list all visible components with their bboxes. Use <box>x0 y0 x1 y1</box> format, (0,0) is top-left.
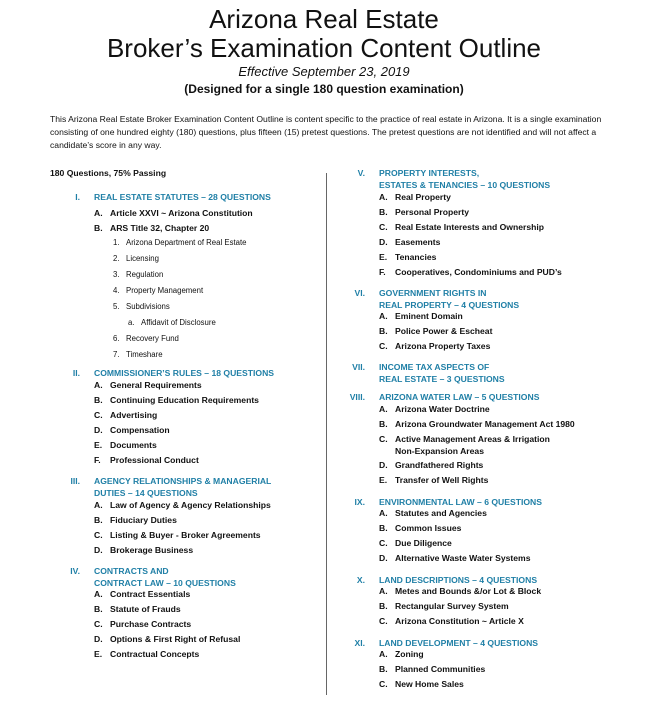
section-number: IX. <box>354 497 365 507</box>
subitem-text: Arizona Department of Real Estate <box>126 238 247 247</box>
item-text: Options & First Right of Refusal <box>110 634 241 644</box>
item-text: Professional Conduct <box>110 455 199 465</box>
item-letter: A. <box>379 508 388 518</box>
item-text: Rectangular Survey System <box>395 601 509 611</box>
item-text: Law of Agency & Agency Relationships <box>110 500 271 510</box>
item-text: Active Management Areas & Irrigation <box>395 434 550 444</box>
title-line-1: Arizona Real Estate <box>209 4 439 34</box>
item-text: Due Diligence <box>395 538 452 548</box>
section-number: I. <box>75 192 80 202</box>
effective-date: Effective September 23, 2019 <box>238 64 410 79</box>
section-number: VI. <box>354 288 365 298</box>
section-heading: CONTRACTS AND <box>94 566 169 576</box>
item-letter: C. <box>379 341 388 351</box>
item-text: Arizona Constitution ~ Article X <box>395 616 524 626</box>
section-number: XI. <box>354 638 365 648</box>
subitem-text: Timeshare <box>126 350 163 359</box>
item-letter: F. <box>94 455 101 465</box>
item-letter: E. <box>94 440 103 450</box>
item-letter: E. <box>94 649 103 659</box>
item-text: Arizona Water Doctrine <box>395 404 490 414</box>
item-text: Cooperatives, Condominiums and PUD’s <box>395 267 562 277</box>
item-text: Documents <box>110 440 157 450</box>
item-letter: B. <box>379 523 388 533</box>
item-letter: B. <box>94 223 103 233</box>
section-heading-cont: REAL PROPERTY – 4 QUESTIONS <box>379 300 520 310</box>
item-letter: C. <box>94 619 103 629</box>
item-letter: D. <box>379 553 388 563</box>
item-text: Grandfathered Rights <box>395 460 484 470</box>
subitem-number: 2. <box>113 254 120 263</box>
item-text: Purchase Contracts <box>110 619 192 629</box>
section-heading: LAND DESCRIPTIONS – 4 QUESTIONS <box>379 575 538 585</box>
section-heading-cont: CONTRACT LAW – 10 QUESTIONS <box>94 578 236 588</box>
item-letter: A. <box>379 404 388 414</box>
item-text: Compensation <box>110 425 170 435</box>
item-letter: B. <box>94 395 103 405</box>
item-letter: B. <box>379 207 388 217</box>
item-letter: C. <box>379 538 388 548</box>
section-number: VIII. <box>349 392 365 402</box>
item-text: New Home Sales <box>395 679 464 689</box>
intro-paragraph: This Arizona Real Estate Broker Examination Content Outline is content specific to the practice of real estate in Arizona. It is a single examination consisting of one hundred eighty (180) questions, plus fifteen (15) pretest questions. The pretest questions are not identified and will not affect a candidate’s score in any way. <box>50 114 602 150</box>
subitem-text: Property Management <box>126 286 204 295</box>
section-heading-cont: ESTATES & TENANCIES – 10 QUESTIONS <box>379 180 551 190</box>
item-letter: D. <box>94 545 103 555</box>
item-letter: C. <box>379 434 388 444</box>
item-text: Arizona Property Taxes <box>395 341 491 351</box>
item-letter: F. <box>379 267 386 277</box>
subitem-number: 5. <box>113 302 120 311</box>
item-letter: A. <box>379 649 388 659</box>
item-text: Alternative Waste Water Systems <box>395 553 531 563</box>
item-letter: C. <box>379 222 388 232</box>
subitem-number: 3. <box>113 270 120 279</box>
subitem-number: 6. <box>113 334 120 343</box>
subitem-text: Recovery Fund <box>126 334 179 343</box>
section-heading: GOVERNMENT RIGHTS IN <box>379 288 487 298</box>
subitem-number: 1. <box>113 238 120 247</box>
subitem-text: Affidavit of Disclosure <box>141 318 216 327</box>
item-letter: B. <box>94 604 103 614</box>
item-letter: B. <box>379 326 388 336</box>
section-number: III. <box>70 476 80 486</box>
section-number: II. <box>72 368 80 378</box>
item-text: ARS Title 32, Chapter 20 <box>110 223 210 233</box>
item-letter: A. <box>94 500 103 510</box>
item-letter: B. <box>94 515 103 525</box>
section-heading-cont: DUTIES – 14 QUESTIONS <box>94 488 198 498</box>
item-letter: C. <box>379 616 388 626</box>
item-text: Transfer of Well Rights <box>395 475 489 485</box>
item-letter: D. <box>94 425 103 435</box>
section-number: X. <box>356 575 365 585</box>
section-number: IV. <box>70 566 80 576</box>
item-text: Common Issues <box>395 523 462 533</box>
item-text: Police Power & Escheat <box>395 326 493 336</box>
item-text: Real Estate Interests and Ownership <box>395 222 545 232</box>
item-letter: A. <box>94 380 103 390</box>
item-text: Brokerage Business <box>110 545 194 555</box>
subitem-number: a. <box>128 318 135 327</box>
section-heading: LAND DEVELOPMENT – 4 QUESTIONS <box>379 638 539 648</box>
subitem-number: 7. <box>113 350 120 359</box>
subitem-text: Regulation <box>126 270 164 279</box>
item-letter: E. <box>379 475 388 485</box>
item-letter: D. <box>379 237 388 247</box>
title-line-2: Broker’s Examination Content Outline <box>106 33 542 63</box>
item-text: Arizona Groundwater Management Act 1980 <box>395 419 575 429</box>
item-text: Planned Communities <box>395 664 486 674</box>
item-letter: B. <box>379 664 388 674</box>
section-heading: PROPERTY INTERESTS, <box>379 168 480 178</box>
item-text: Advertising <box>110 410 158 420</box>
item-letter: A. <box>379 586 388 596</box>
item-text-cont: Non-Expansion Areas <box>395 446 484 456</box>
section-heading: ENVIRONMENTAL LAW – 6 QUESTIONS <box>379 497 542 507</box>
item-text: Metes and Bounds &/or Lot & Block <box>395 586 542 596</box>
column-divider <box>326 173 327 695</box>
subitem-text: Subdivisions <box>126 302 170 311</box>
section-heading: ARIZONA WATER LAW – 5 QUESTIONS <box>379 392 540 402</box>
item-text: Listing & Buyer - Broker Agreements <box>110 530 261 540</box>
section-number: V. <box>357 168 365 178</box>
item-text: Statute of Frauds <box>110 604 181 614</box>
section-heading: INCOME TAX ASPECTS OF <box>379 362 490 372</box>
item-text: Statutes and Agencies <box>395 508 487 518</box>
item-text: Article XXVI ~ Arizona Constitution <box>110 208 253 218</box>
item-letter: D. <box>379 460 388 470</box>
item-letter: A. <box>379 311 388 321</box>
item-letter: E. <box>379 252 388 262</box>
item-letter: C. <box>94 410 103 420</box>
item-text: Real Property <box>395 192 451 202</box>
subitem-text: Licensing <box>126 254 159 263</box>
item-letter: A. <box>94 208 103 218</box>
item-letter: A. <box>379 192 388 202</box>
item-text: Eminent Domain <box>395 311 463 321</box>
item-text: Tenancies <box>395 252 437 262</box>
section-heading-cont: REAL ESTATE – 3 QUESTIONS <box>379 374 505 384</box>
item-letter: B. <box>379 419 388 429</box>
item-letter: C. <box>94 530 103 540</box>
item-letter: B. <box>379 601 388 611</box>
item-text: Zoning <box>395 649 424 659</box>
subitem-number: 4. <box>113 286 120 295</box>
item-letter: A. <box>94 589 103 599</box>
item-text: General Requirements <box>110 380 202 390</box>
item-text: Fiduciary Duties <box>110 515 177 525</box>
item-text: Personal Property <box>395 207 470 217</box>
section-heading: REAL ESTATE STATUTES – 28 QUESTIONS <box>94 192 271 202</box>
section-heading: AGENCY RELATIONSHIPS & MANAGERIAL <box>94 476 272 486</box>
designed-note: (Designed for a single 180 question examination) <box>184 82 464 96</box>
section-number: VII. <box>352 362 365 372</box>
item-text: Contractual Concepts <box>110 649 200 659</box>
section-heading: COMMISSIONER’S RULES – 18 QUESTIONS <box>94 368 275 378</box>
item-text: Continuing Education Requirements <box>110 395 259 405</box>
item-letter: D. <box>94 634 103 644</box>
item-text: Easements <box>395 237 441 247</box>
item-letter: C. <box>379 679 388 689</box>
item-text: Contract Essentials <box>110 589 191 599</box>
summary-line: 180 Questions, 75% Passing <box>50 168 167 178</box>
